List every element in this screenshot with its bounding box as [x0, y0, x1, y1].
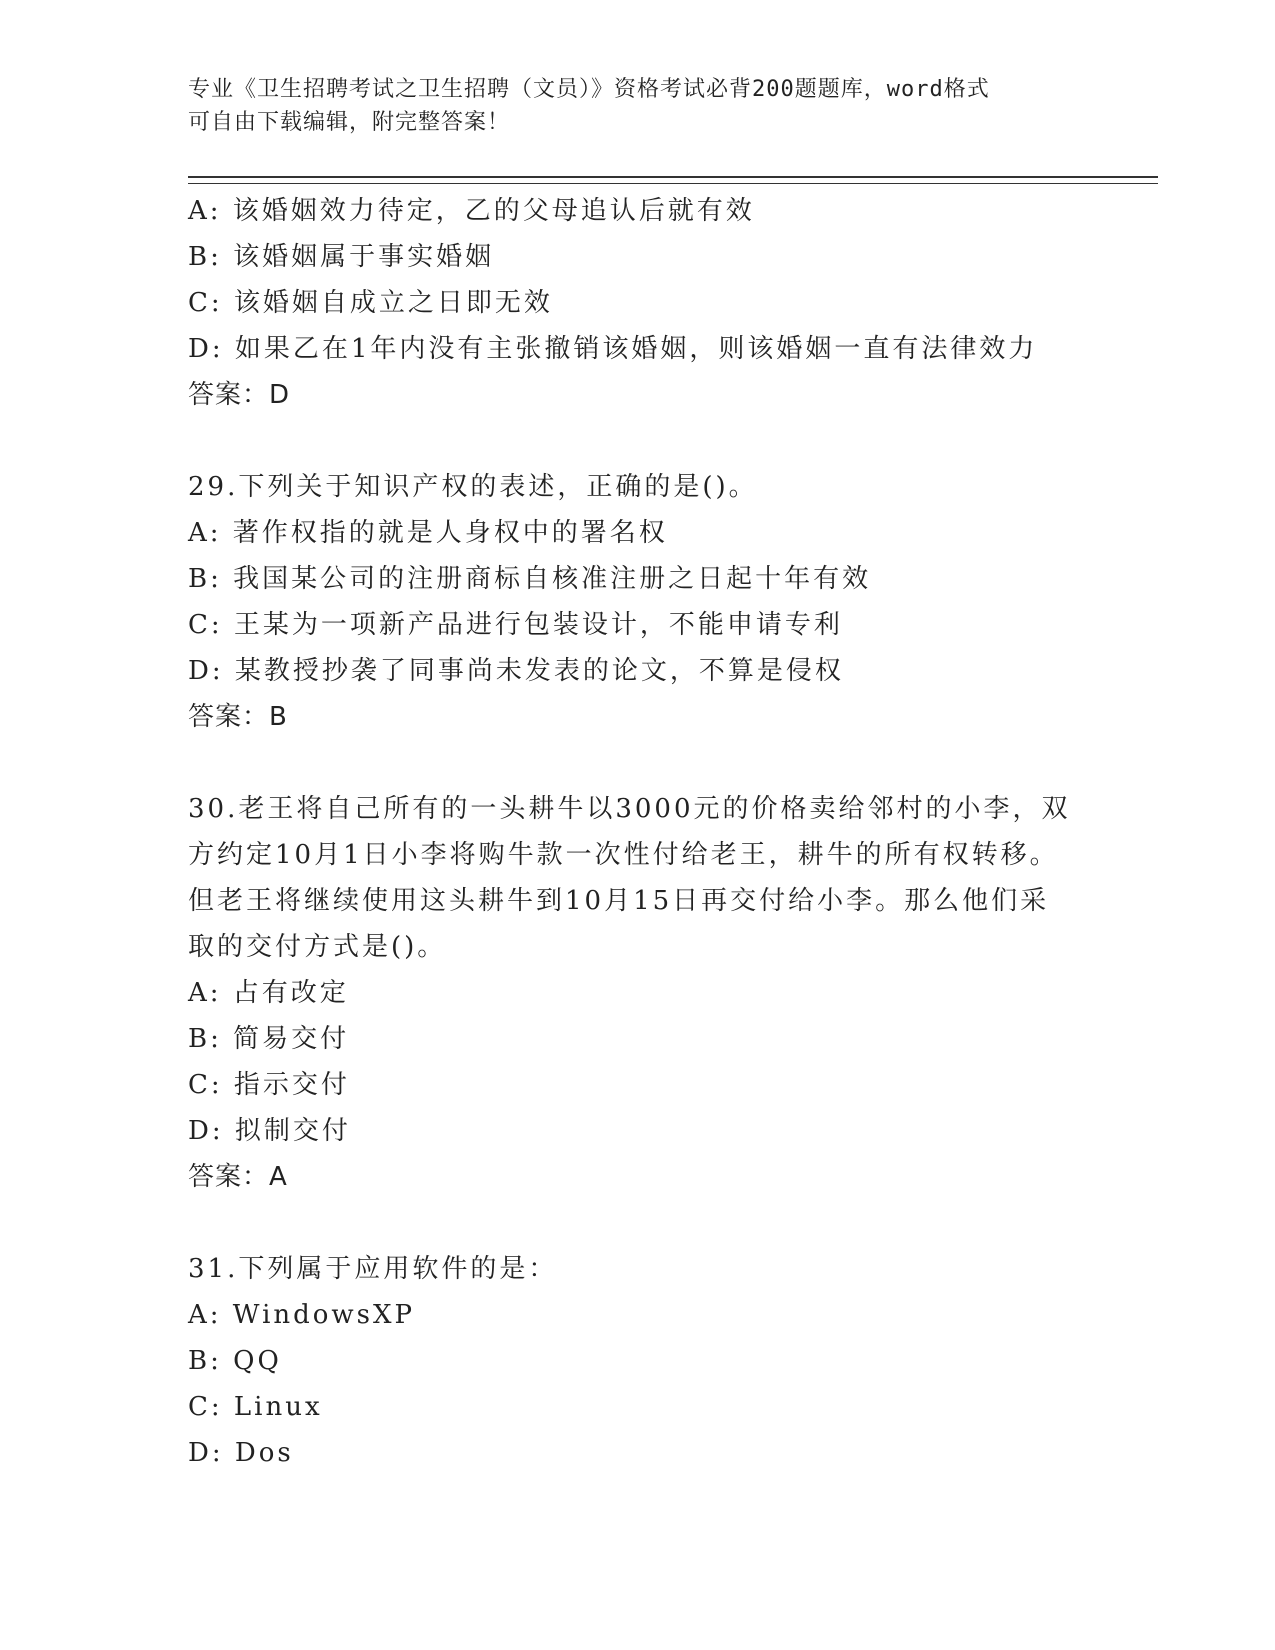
option-a: A: 占有改定	[188, 978, 349, 1008]
spacer	[188, 418, 1088, 464]
option-c: C: 王某为一项新产品进行包装设计，不能申请专利	[188, 610, 843, 640]
header-line-1: 专业《卫生招聘考试之卫生招聘（文员）》资格考试必背200题题库，word格式	[188, 77, 990, 102]
option-a: A: WindowsXP	[188, 1300, 416, 1330]
header-divider	[188, 176, 1158, 184]
answer-line: 答案：D	[188, 380, 291, 410]
document-header	[188, 73, 1088, 139]
question-stem-line-2: 方约定10月1日小李将购牛款一次性付给老王，耕牛的所有权转移。	[188, 840, 1059, 870]
question-block-30	[188, 786, 1088, 1200]
option-b: B: QQ	[188, 1346, 282, 1376]
header-line-2: 可自由下载编辑，附完整答案！	[188, 110, 511, 135]
answer-line: 答案：A	[188, 1162, 288, 1192]
option-d: D: Dos	[188, 1438, 294, 1468]
question-list	[188, 188, 1088, 1476]
question-block-prev	[188, 188, 1088, 418]
option-d: D: 如果乙在1年内没有主张撤销该婚姻，则该婚姻一直有法律效力	[188, 334, 1038, 364]
spacer	[188, 1200, 1088, 1246]
question-stem-line-4: 取的交付方式是()。	[188, 932, 447, 962]
option-b: B: 我国某公司的注册商标自核准注册之日起十年有效	[188, 564, 872, 594]
question-stem-line-1: 30.老王将自己所有的一头耕牛以3000元的价格卖给邻村的小李，双	[188, 794, 1071, 824]
question-stem: 29.下列关于知识产权的表述，正确的是()。	[188, 472, 758, 502]
option-c: C: 该婚姻自成立之日即无效	[188, 288, 553, 318]
option-a: A: 著作权指的就是人身权中的署名权	[188, 518, 668, 548]
option-a: A: 该婚姻效力待定，乙的父母追认后就有效	[188, 196, 755, 226]
option-b: B: 简易交付	[188, 1024, 350, 1054]
option-c: C: Linux	[188, 1392, 323, 1422]
question-block-29	[188, 464, 1088, 740]
option-d: D: 拟制交付	[188, 1116, 351, 1146]
answer-line: 答案：B	[188, 702, 288, 732]
spacer	[188, 740, 1088, 786]
question-stem: 31.下列属于应用软件的是：	[188, 1254, 558, 1284]
option-b: B: 该婚姻属于事实婚姻	[188, 242, 495, 272]
question-block-31	[188, 1246, 1088, 1476]
option-d: D: 某教授抄袭了同事尚未发表的论文，不算是侵权	[188, 656, 844, 686]
question-stem-line-3: 但老王将继续使用这头耕牛到10月15日再交付给小李。那么他们采	[188, 886, 1050, 916]
option-c: C: 指示交付	[188, 1070, 350, 1100]
